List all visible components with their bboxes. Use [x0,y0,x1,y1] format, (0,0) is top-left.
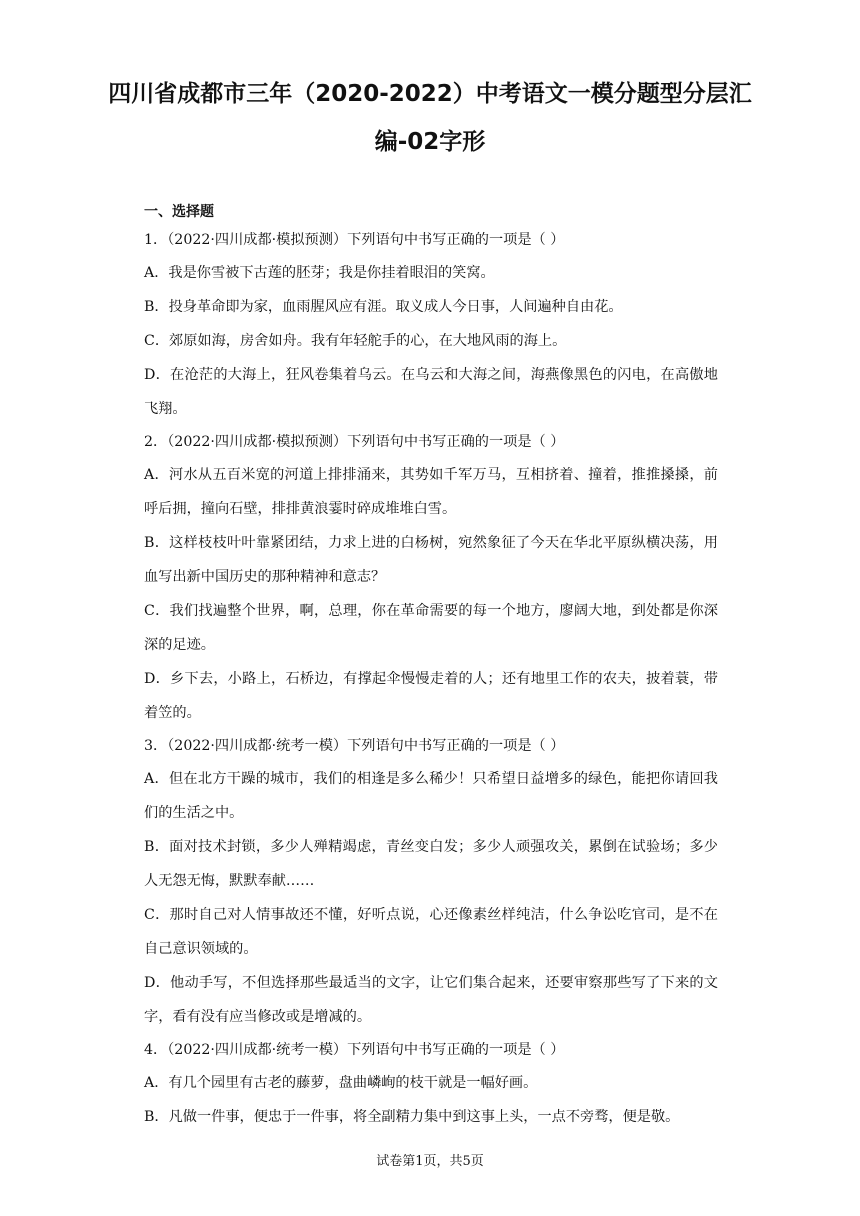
option-d: D．乡下去，小路上，石桥边，有撑起伞慢慢走着的人；还有地里工作的农夫，披着蓑，带着笠的。 [144,671,718,721]
question-3 [144,730,718,1034]
option-c: C．那时自己对人情事故还不懂，好听点说，心还像素丝样纯洁，什么争讼吃官司，是不在自己意识领域的。 [144,907,718,957]
question-4 [144,1034,718,1134]
title-line-2: 编-02字形 [374,129,486,155]
title-line-1: 四川省成都市三年（2020-2022）中考语文一模分题型分层汇 [108,81,752,107]
question-stem: 3．（2022·四川成都·统考一模）下列语句中书写正确的一项是（ ） [144,738,565,754]
option-a: A．河水从五百米宽的河道上排排涌来，其势如千军万马，互相挤着、撞着，推推搡搡，前呼后拥，撞向石壁，排排黄浪霎时碎成堆堆白雪。 [144,467,718,517]
question-2 [144,426,718,730]
question-1 [144,224,718,426]
option-a: A．我是你雪被下古莲的胚芽；我是你挂着眼泪的笑窝。 [144,265,495,281]
option-a: A．有几个园里有古老的藤萝，盘曲嶙峋的枝干就是一幅好画。 [144,1075,538,1091]
option-d: D．他动手写，不但选择那些最适当的文字，让它们集合起来，还要审察那些写了下来的文字，看有没有应当修改或是增减的。 [144,975,718,1025]
question-stem: 4．（2022·四川成都·统考一模）下列语句中书写正确的一项是（ ） [144,1042,565,1058]
question-stem: 2．（2022·四川成都·模拟预测）下列语句中书写正确的一项是（ ） [144,434,565,450]
option-b: B．这样枝枝叶叶靠紧团结，力求上进的白杨树，宛然象征了今天在华北平原纵横决荡，用血写出新中国历史的那种精神和意志？ [144,535,718,585]
option-a: A．但在北方干躁的城市，我们的相逢是多么稀少！只希望日益增多的绿色，能把你请回我们的生活之中。 [144,771,718,821]
question-stem: 1．（2022·四川成都·模拟预测）下列语句中书写正确的一项是（ ） [144,232,565,248]
document-title [100,70,760,166]
option-b: B．投身革命即为家，血雨腥风应有涯。取义成人今日事，人间遍种自由花。 [144,299,623,315]
option-c: C．我们找遍整个世界，啊，总理，你在革命需要的每一个地方，廖阔大地，到处都是你深深的足迹。 [144,603,718,653]
document-body [144,200,718,1134]
option-b: B．面对技术封锁，多少人殚精竭虑，青丝变白发；多少人顽强攻关，累倒在试验场；多少人无怨无悔，默默奉献…… [144,839,718,889]
section-heading: 一、选择题 [144,204,214,220]
option-c: C．郊原如海，房舍如舟。我有年轻舵手的心，在大地风雨的海上。 [144,333,567,349]
option-b: B．凡做一件事，便忠于一件事，将全副精力集中到这事上头，一点不旁骛，便是敬。 [144,1109,680,1125]
page-footer: 试卷第1页，共5页 [376,1154,484,1169]
option-d: D．在沧茫的大海上，狂风卷集着乌云。在乌云和大海之间，海燕像黑色的闪电，在高傲地飞翔。 [144,367,718,417]
